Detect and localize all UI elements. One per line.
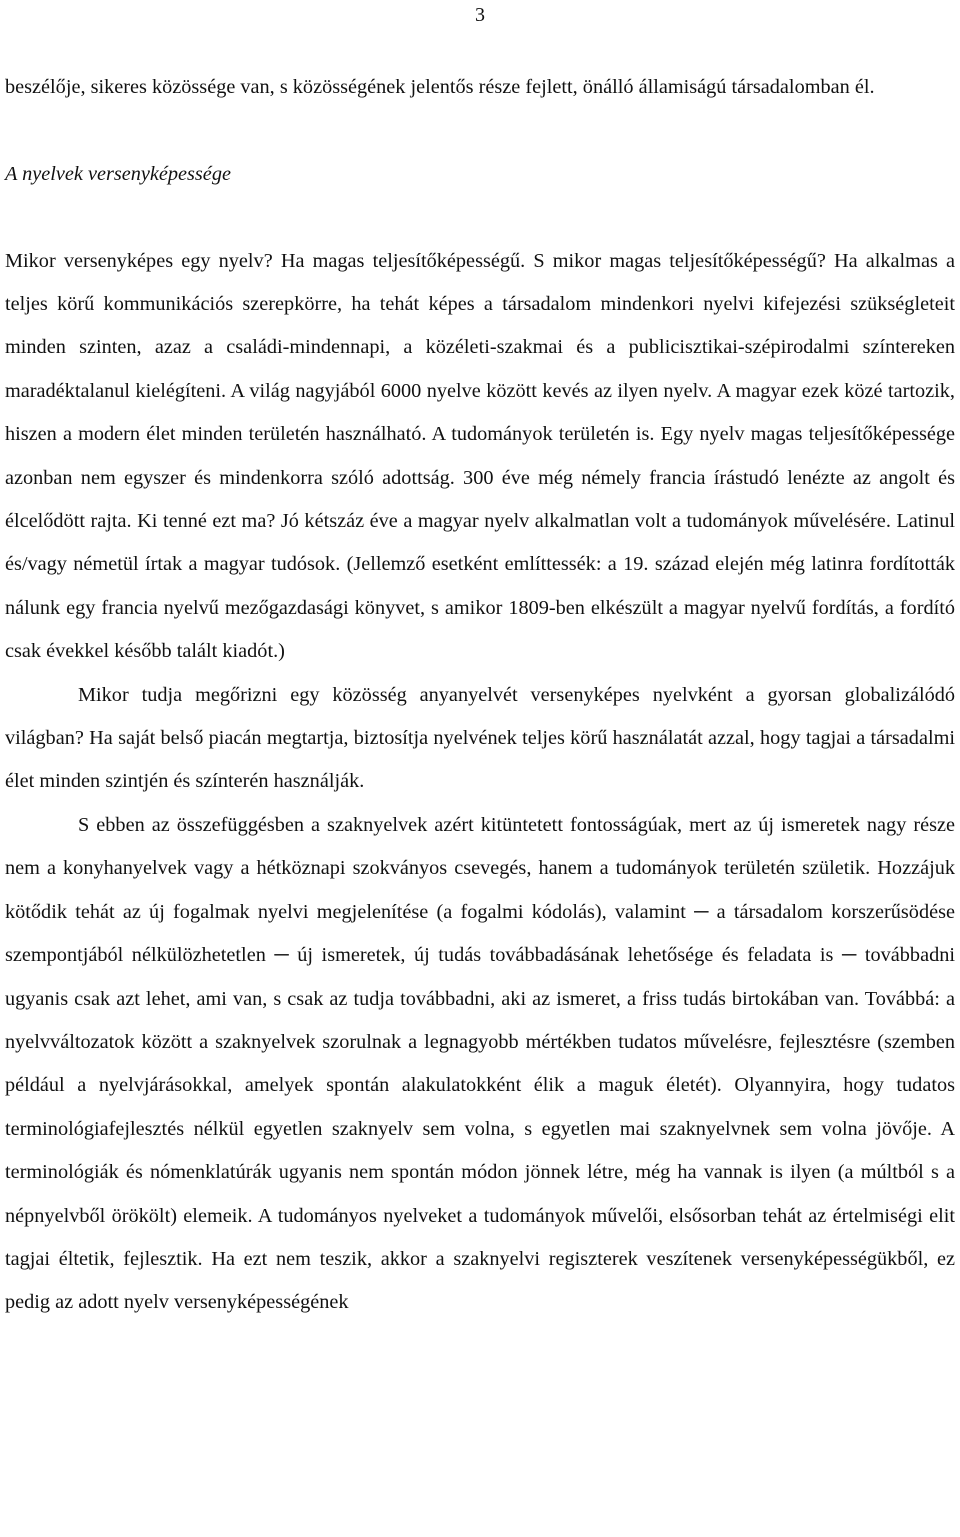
paragraph-technical-languages: S ebben az összefüggésben a szaknyelvek azért kitüntetett fontosságúak, mert az új ismeretek nagy része nem a konyhanyelvek vagy a hétköznapi szokványos csevegés, hanem a tudományok területén születik. Hozzájuk kötődik tehát az új fogalmak nyelvi megjelenítése (a fogalmi kódolás), valamint ─ a társadalom korszerűsödése szempontjából nélkülözhetetlen ─ új ismeretek, új tudás továbbadásának lehetősége és feladata is ─ továbbadni ugyanis csak azt lehet, ami van, s csak az tudja továbbadni, aki az ismeret, a friss tudás birtokában van. Továbbá: a nyelvváltozatok között a szaknyelvek szorulnak a legnagyobb mértékben tudatos művelésre, fejlesztésre (szemben például a nyelvjárásokkal, amelyek spontán alakulatokként élik a maguk életét). Olyannyira, hogy tudatos terminológiafejlesztés nélkül egyetlen szaknyelv sem volna, s egyetlen mai szaknyelvnek sem volna jövője. A terminológiák és nómenklatúrák ugyanis nem spontán módon jönnek létre, még ha vannak is ilyen (a múltból s a népnyelvből örökölt) elemeik. A tudományos nyelveket a tudományok művelői, elsősorban tehát az értelmiségi elit tagjai éltetik, fejlesztik. Ha ezt nem teszik, akkor a szaknyelvi regiszterek veszítenek versenyképességükből, ez pedig az adott nyelv versenyképességének xyxy=(5,813,955,1314)
document-body xyxy=(5,66,955,1325)
paragraph-intro: beszélője, sikeres közössége van, s közösségének jelentős része fejlett, önálló államiságú társadalomban él. xyxy=(5,76,875,98)
paragraph-competitiveness: Mikor versenyképes egy nyelv? Ha magas teljesítőképességű. S mikor magas teljesítőképességű? Ha alkalmas a teljes körű kommunikációs szerepkörre, ha tehát képes a társadalom mindenkori nyelvi kifejezési szükségleteit minden szinten, azaz a családi-mindennapi, a közéleti-szakmai és a publicisztikai-szépirodalmi színtereken maradéktalanul kielégíteni. A világ nagyjából 6000 nyelve között kevés az ilyen nyelv. A magyar ezek közé tartozik, hiszen a modern élet minden területén használható. A tudományok területén is. Egy nyelv magas teljesítőképessége azonban nem egyszer és mindenkorra szóló adottság. 300 éve még némely francia írástudó lenézte az angolt és élcelődött rajta. Ki tenné ezt ma? Jó kétszáz éve a magyar nyelv alkalmatlan volt a tudományok művelésére. Latinul és/vagy németül írtak a magyar tudósok. (Jellemző esetként említtessék: a 19. század elején még latinra fordították nálunk egy francia nyelvű mezőgazdasági könyvet, s amikor 1809-ben elkészült a magyar nyelvű fordítás, a fordító csak évekkel később talált kiadót.) xyxy=(5,249,955,663)
page-number: 3 xyxy=(475,4,485,26)
paragraph-globalization: Mikor tudja megőrizni egy közösség anyanyelvét versenyképes nyelvként a gyorsan globalizálódó világban? Ha saját belső piacán megtartja, biztosítja nyelvének teljes körű használatát azzal, hogy tagjai a társadalmi élet minden szintjén és színterén használják. xyxy=(5,683,955,793)
section-heading: A nyelvek versenyképessége xyxy=(5,162,231,185)
spacer xyxy=(5,196,955,239)
spacer xyxy=(5,109,955,152)
